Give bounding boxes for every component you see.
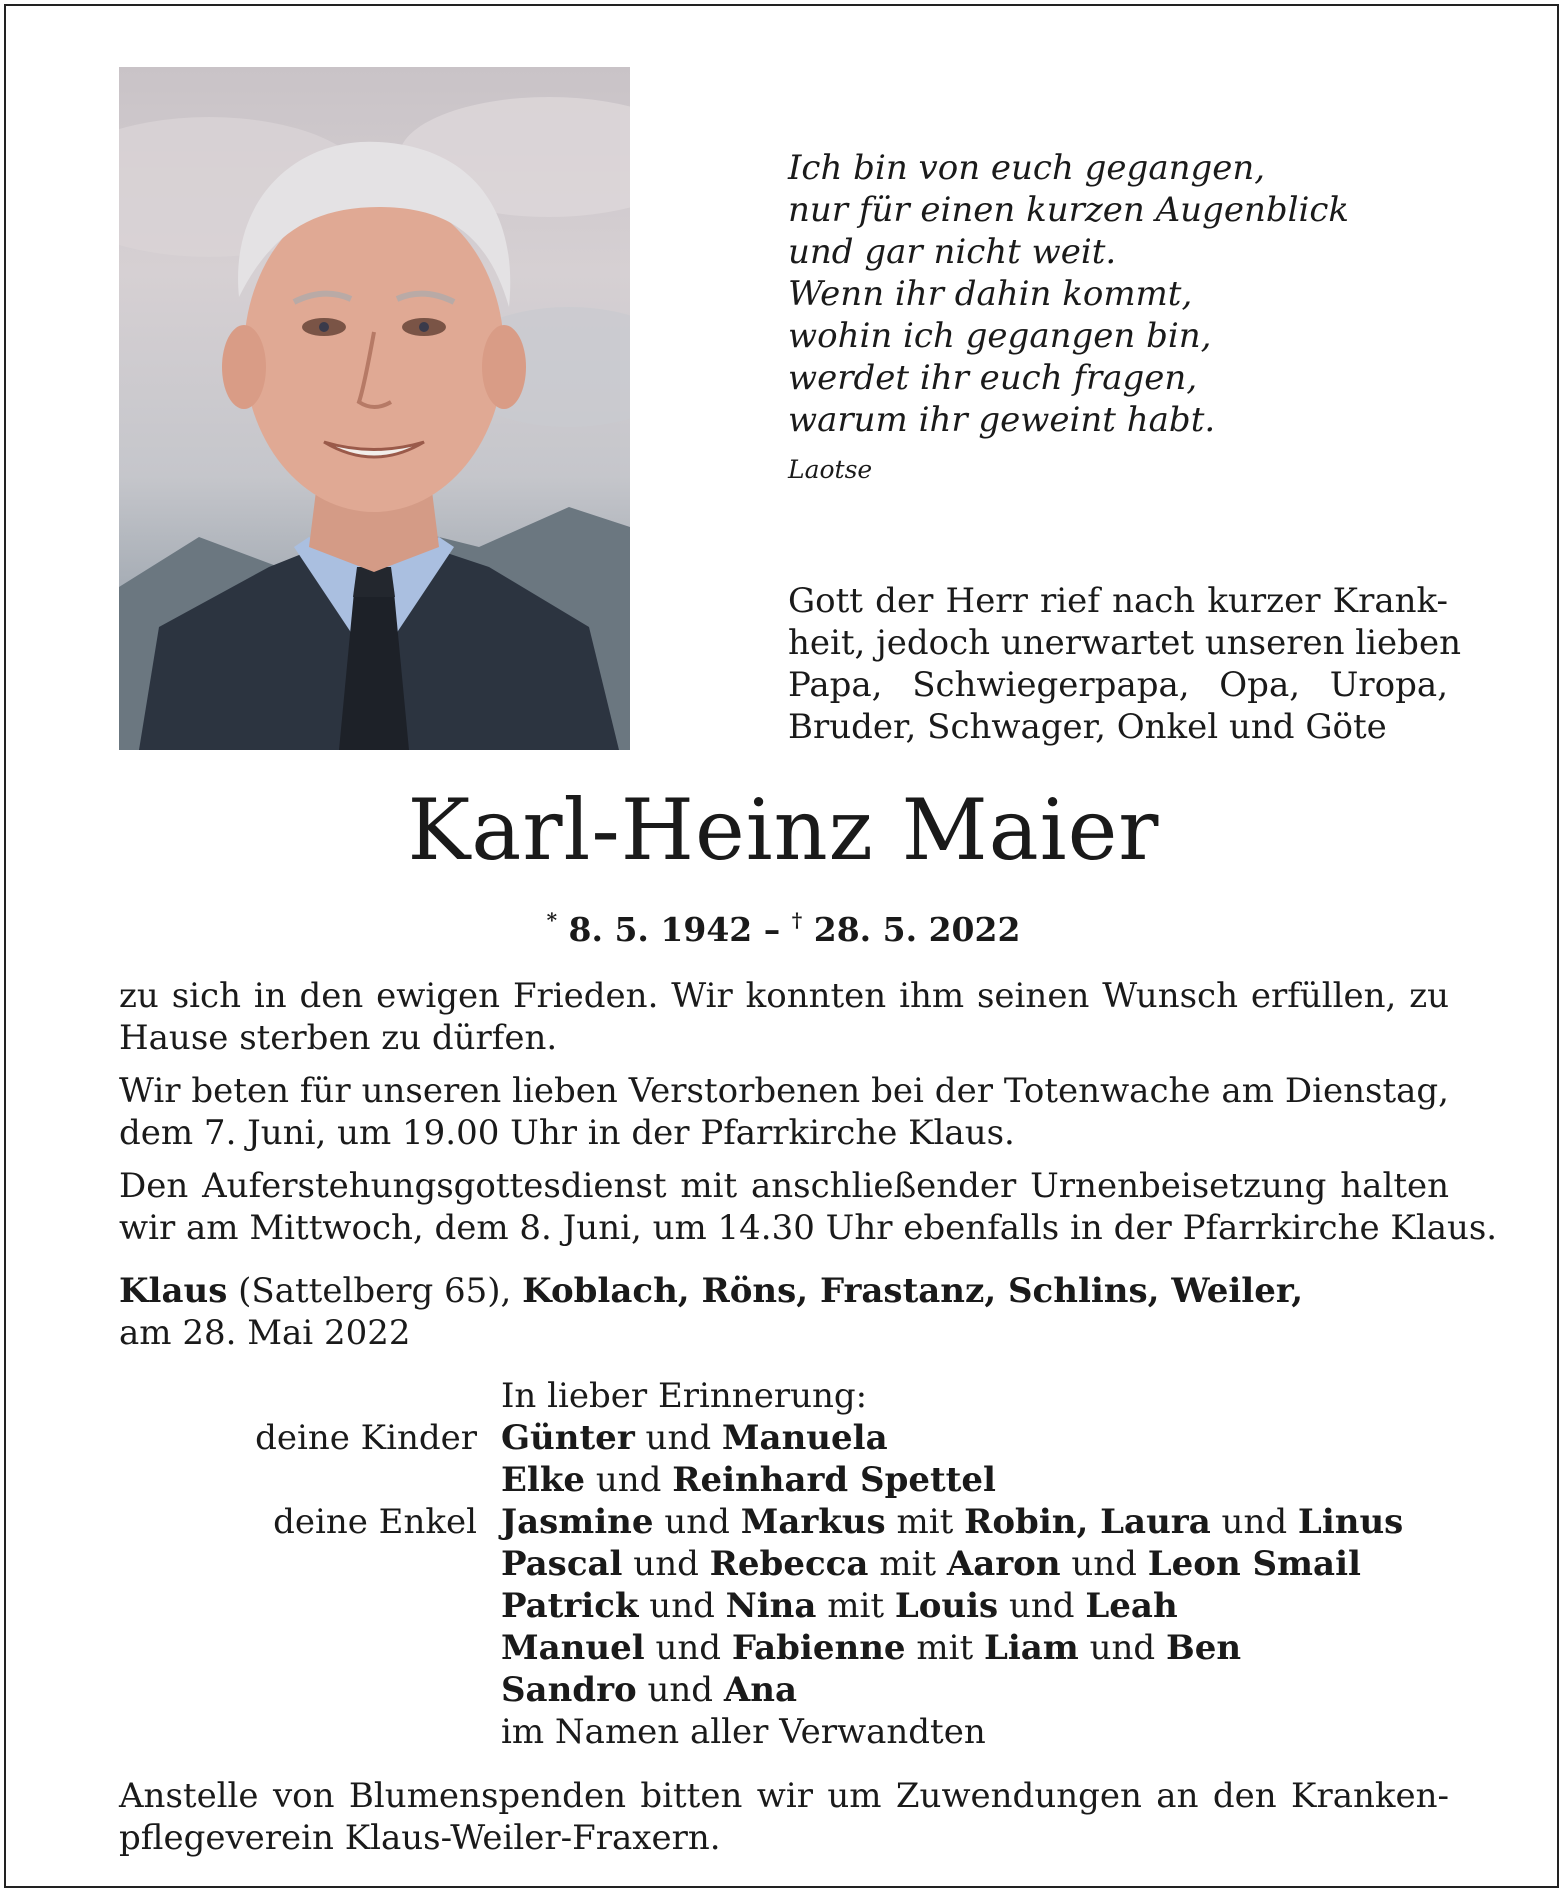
life-dates xyxy=(0,900,1567,950)
great-grandchild-name: Liam xyxy=(983,1628,1079,1668)
grandchildren-row xyxy=(119,1669,1449,1711)
paragraph-line: Hause sterben zu dürfen. xyxy=(119,1018,558,1058)
death-symbol: † xyxy=(791,908,803,932)
poem xyxy=(788,147,1488,485)
paragraph-line: Wir beten für unseren lieben Verstorbenen bei der Totenwache am Dienstag, xyxy=(119,1071,1449,1111)
children-label: deine Kinder xyxy=(255,1418,477,1458)
child-name: Elke xyxy=(501,1460,586,1500)
grandchildren-label: deine Enkel xyxy=(273,1502,477,1542)
connector: und xyxy=(633,1544,699,1584)
great-grandchild-name: Louis xyxy=(894,1586,999,1626)
children-row xyxy=(119,1417,1449,1459)
connector: und xyxy=(655,1628,722,1668)
poem-line: nur für einen kurzen Augenblick xyxy=(788,190,1349,230)
paragraph-peace xyxy=(119,975,1449,1059)
connector: und xyxy=(595,1460,662,1500)
birth-date: 8. 5. 1942 xyxy=(568,910,753,949)
grandchildren-row xyxy=(119,1543,1449,1585)
great-grandchild-name: Leah xyxy=(1085,1586,1178,1626)
closing-note xyxy=(119,1775,1449,1859)
partner-name: Rebecca xyxy=(709,1544,869,1584)
poem-line: warum ihr geweint habt. xyxy=(788,400,1216,440)
place-and-date xyxy=(119,1270,1449,1354)
grandchild-name: Manuel xyxy=(501,1628,645,1668)
family-list xyxy=(119,1375,1449,1753)
poem-author: Laotse xyxy=(788,455,873,484)
partner-name: Manuela xyxy=(721,1418,888,1458)
paragraph-service xyxy=(119,1165,1498,1249)
paragraph-line: wir am Mittwoch, dem 8. Juni, um 14.30 Uhr ebenfalls in der Pfarrkirche Klaus. xyxy=(119,1208,1498,1248)
connector: und xyxy=(649,1586,715,1626)
place-line xyxy=(119,1270,1449,1312)
grandchild-name: Sandro xyxy=(501,1670,637,1710)
poem-line: Ich bin von euch gegangen, xyxy=(788,148,1266,188)
closing-line: Anstelle von Blumenspenden bitten wir um Zuwendungen an den Kranken- xyxy=(119,1776,1449,1816)
great-grandchild-name: Leon Smail xyxy=(1147,1544,1361,1584)
poem-line: werdet ihr euch fragen, xyxy=(788,358,1198,398)
connector: mit xyxy=(879,1544,936,1584)
paragraph-line: zu sich in den ewigen Frieden. Wir konnten ihm seinen Wunsch erfüllen, zu xyxy=(119,976,1449,1016)
death-date: 28. 5. 2022 xyxy=(813,910,1021,949)
intro-line: Gott der Herr rief nach kurzer Krank- xyxy=(788,581,1448,621)
connector: und xyxy=(1089,1628,1156,1668)
child-name: Günter xyxy=(501,1418,635,1458)
great-grandchild-name: Aaron xyxy=(946,1544,1061,1584)
grandchild-name: Jasmine xyxy=(501,1502,654,1542)
grandchildren-row xyxy=(119,1627,1449,1669)
partner-name: Nina xyxy=(725,1586,817,1626)
intro-line: Bruder, Schwager, Onkel und Göte xyxy=(788,707,1387,747)
family-heading-row xyxy=(119,1375,1449,1417)
connector: und xyxy=(647,1670,714,1710)
family-footer: im Namen aller Verwandten xyxy=(501,1712,986,1752)
paragraph-line: Den Auferstehungsgottesdienst mit anschließender Urnenbeisetzung halten xyxy=(119,1166,1449,1206)
connector: und xyxy=(645,1418,712,1458)
intro-text xyxy=(788,580,1461,748)
connector: und xyxy=(1009,1586,1075,1626)
place-town: Klaus xyxy=(119,1271,228,1311)
birth-symbol: * xyxy=(546,908,558,932)
poem-line: Wenn ihr dahin kommt, xyxy=(788,274,1193,314)
poem-line: wohin ich gegangen bin, xyxy=(788,316,1212,356)
great-grandchild-name: Ben xyxy=(1165,1628,1242,1668)
portrait-photo xyxy=(119,67,630,750)
connector: mit xyxy=(916,1628,974,1668)
deceased-name: Karl-Heinz Maier xyxy=(407,781,1160,879)
connector: und xyxy=(1221,1502,1288,1542)
place-address: (Sattelberg 65), xyxy=(227,1271,523,1311)
notice-date: am 28. Mai 2022 xyxy=(119,1313,411,1353)
connector: mit xyxy=(827,1586,885,1626)
connector: mit xyxy=(896,1502,954,1542)
place-others: Koblach, Röns, Frastanz, Schlins, Weiler, xyxy=(522,1271,1304,1311)
grandchildren-row xyxy=(119,1501,1449,1543)
great-grandchild-name: Robin, Laura xyxy=(964,1502,1211,1542)
intro-line: heit, jedoch unerwartet unseren lieben xyxy=(788,623,1461,663)
paragraph-line: dem 7. Juni, um 19.00 Uhr in der Pfarrkirche Klaus. xyxy=(119,1113,1015,1153)
closing-line: pflegeverein Klaus-Weiler-Fraxern. xyxy=(119,1818,721,1858)
partner-name: Ana xyxy=(723,1670,797,1710)
connector: und xyxy=(664,1502,730,1542)
partner-name: Reinhard Spettel xyxy=(672,1460,996,1500)
partner-name: Markus xyxy=(740,1502,886,1542)
partner-name: Fabienne xyxy=(731,1628,906,1668)
paragraph-vigil xyxy=(119,1070,1449,1154)
children-row xyxy=(119,1459,1449,1501)
grandchild-name: Pascal xyxy=(501,1544,623,1584)
grandchildren-row xyxy=(119,1585,1449,1627)
connector: und xyxy=(1071,1544,1137,1584)
grandchild-name: Patrick xyxy=(501,1586,639,1626)
family-footer-row xyxy=(119,1711,1449,1753)
poem-line: und gar nicht weit. xyxy=(788,232,1117,272)
date-separator: – xyxy=(763,910,781,949)
intro-line: Papa, Schwiegerpapa, Opa, Uropa, xyxy=(788,665,1448,705)
family-heading: In lieber Erinnerung: xyxy=(501,1376,868,1416)
great-grandchild-name: Linus xyxy=(1297,1502,1404,1542)
